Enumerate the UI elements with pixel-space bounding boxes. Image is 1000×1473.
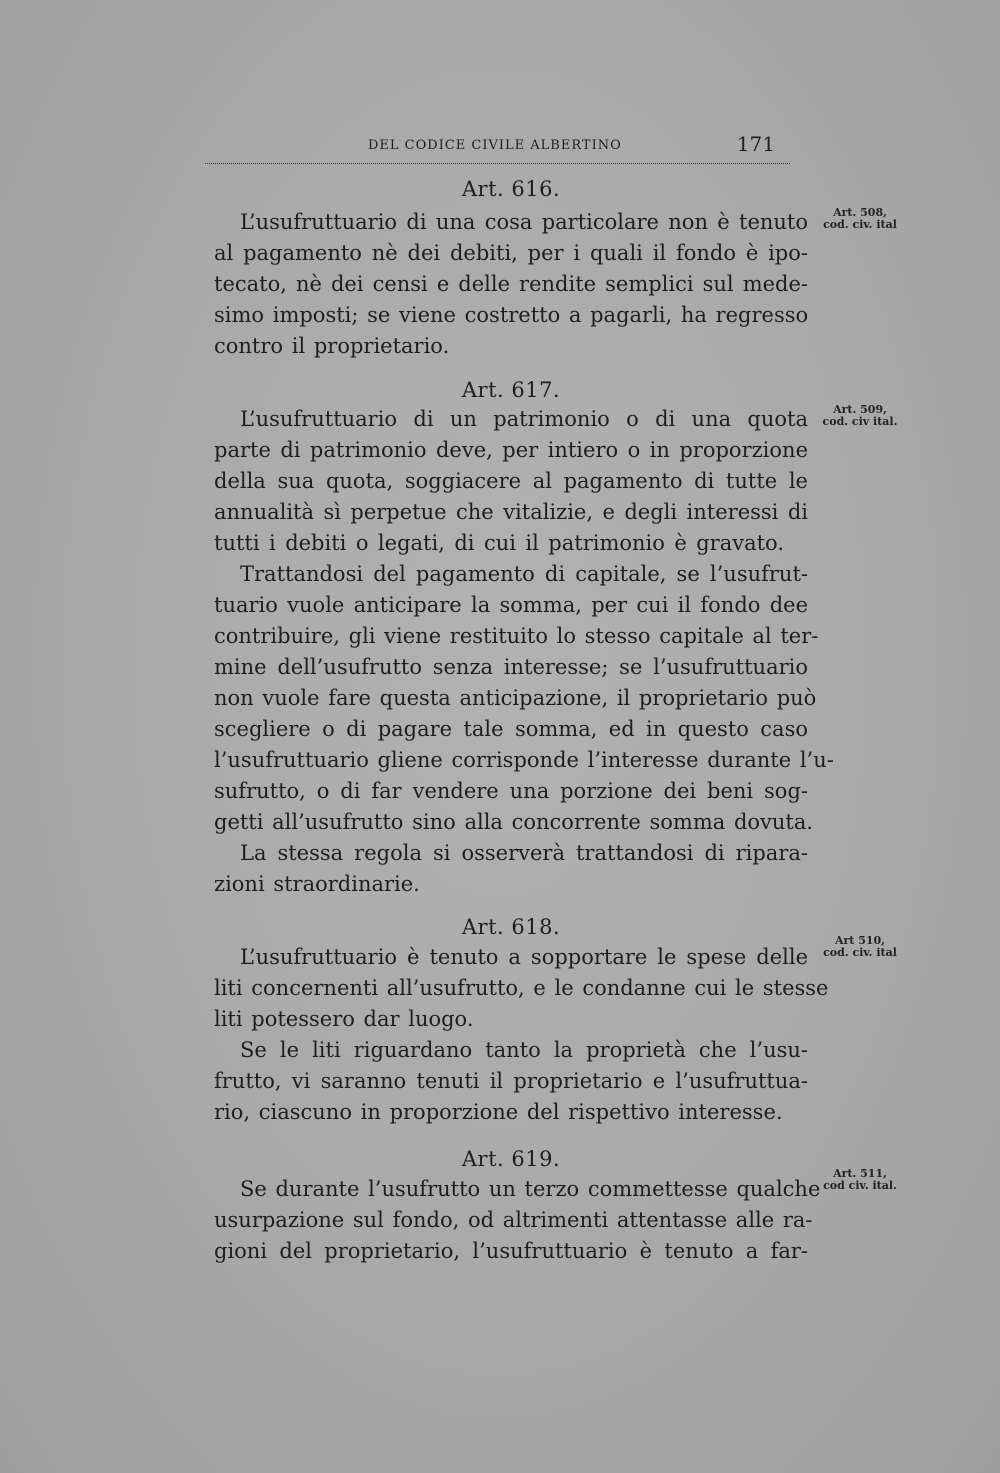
text-line: simo imposti; se viene costretto a pagarli, ha regresso xyxy=(214,303,809,327)
text-line: non vuole fare questa anticipazione, il proprietario può xyxy=(214,686,817,710)
text-line: mine dell’usufrutto senza interesse; se l’usufruttuario xyxy=(214,655,808,679)
text-line: al pagamento nè dei debiti, per i quali il fondo è ipo- xyxy=(214,241,808,265)
text-line: getti all’usufrutto sino alla concorrente somma dovuta. xyxy=(214,810,814,834)
text-line: tuario vuole anticipare la somma, per cui il fondo dee xyxy=(214,593,808,617)
text-line: scegliere o di pagare tale somma, ed in questo caso xyxy=(214,717,808,741)
running-head-title: DEL CODICE CIVILE ALBERTINO xyxy=(368,138,622,153)
text-line: Se le liti riguardano tanto la proprietà che l’usu- xyxy=(240,1038,808,1062)
header-rule xyxy=(205,163,790,164)
text-line: L’usufruttuario è tenuto a sopportare le spese delle xyxy=(240,945,808,969)
article-heading: Art. 616. xyxy=(461,177,561,201)
text-line: usurpazione sul fondo, od altrimenti attentasse alle ra- xyxy=(214,1208,813,1232)
article-heading: Art. 618. xyxy=(461,915,561,939)
text-line: Trattandosi del pagamento di capitale, se l’usufrut- xyxy=(240,562,808,586)
side-note: Art. 508, cod. civ. ital xyxy=(823,206,897,231)
text-line: rio, ciascuno in proporzione del rispettivo interesse. xyxy=(214,1100,783,1124)
side-note: Art. 511, cod civ. ital. xyxy=(823,1167,897,1192)
text-line: L’usufruttuario di una cosa particolare non è tenuto xyxy=(240,210,808,234)
text-line: sufrutto, o di far vendere una porzione dei beni sog- xyxy=(214,779,808,803)
text-line: liti potessero dar luogo. xyxy=(214,1007,474,1031)
text-line: La stessa regola si osserverà trattandosi di ripara- xyxy=(240,841,808,865)
text-line: gioni del proprietario, l’usufruttuario è tenuto a far- xyxy=(214,1239,808,1263)
text-line: tecato, nè dei censi e delle rendite semplici sul mede- xyxy=(214,272,808,296)
text-line: liti concernenti all’usufrutto, e le condanne cui le stesse xyxy=(214,976,829,1000)
text-line: contro il proprietario. xyxy=(214,334,450,358)
running-head xyxy=(205,134,795,160)
text-line: zioni straordinarie. xyxy=(214,872,420,896)
side-note: Art 510, cod. civ. ital xyxy=(823,934,897,959)
text-line: tutti i debiti o legati, di cui il patrimonio è gravato. xyxy=(214,531,784,555)
text-line: L’usufruttuario di un patrimonio o di una quota xyxy=(240,407,808,431)
text-line: della sua quota, soggiacere al pagamento di tutte le xyxy=(214,469,808,493)
text-line: annualità sì perpetue che vitalizie, e degli interessi di xyxy=(214,500,808,524)
text-line: parte di patrimonio deve, per intiero o in proporzione xyxy=(214,438,808,462)
article-heading: Art. 617. xyxy=(461,378,561,402)
article-heading: Art. 619. xyxy=(461,1147,561,1171)
text-line: frutto, vi saranno tenuti il proprietario e l’usufruttua- xyxy=(214,1069,808,1093)
text-line: Se durante l’usufrutto un terzo commettesse qualche xyxy=(240,1177,821,1201)
text-line: l’usufruttuario gliene corrisponde l’interesse durante l’u- xyxy=(214,748,834,772)
text-line: contribuire, gli viene restituito lo stesso capitale al ter- xyxy=(214,624,819,648)
page-number: 171 xyxy=(736,132,775,156)
side-note: Art. 509, cod. civ ital. xyxy=(822,403,898,428)
